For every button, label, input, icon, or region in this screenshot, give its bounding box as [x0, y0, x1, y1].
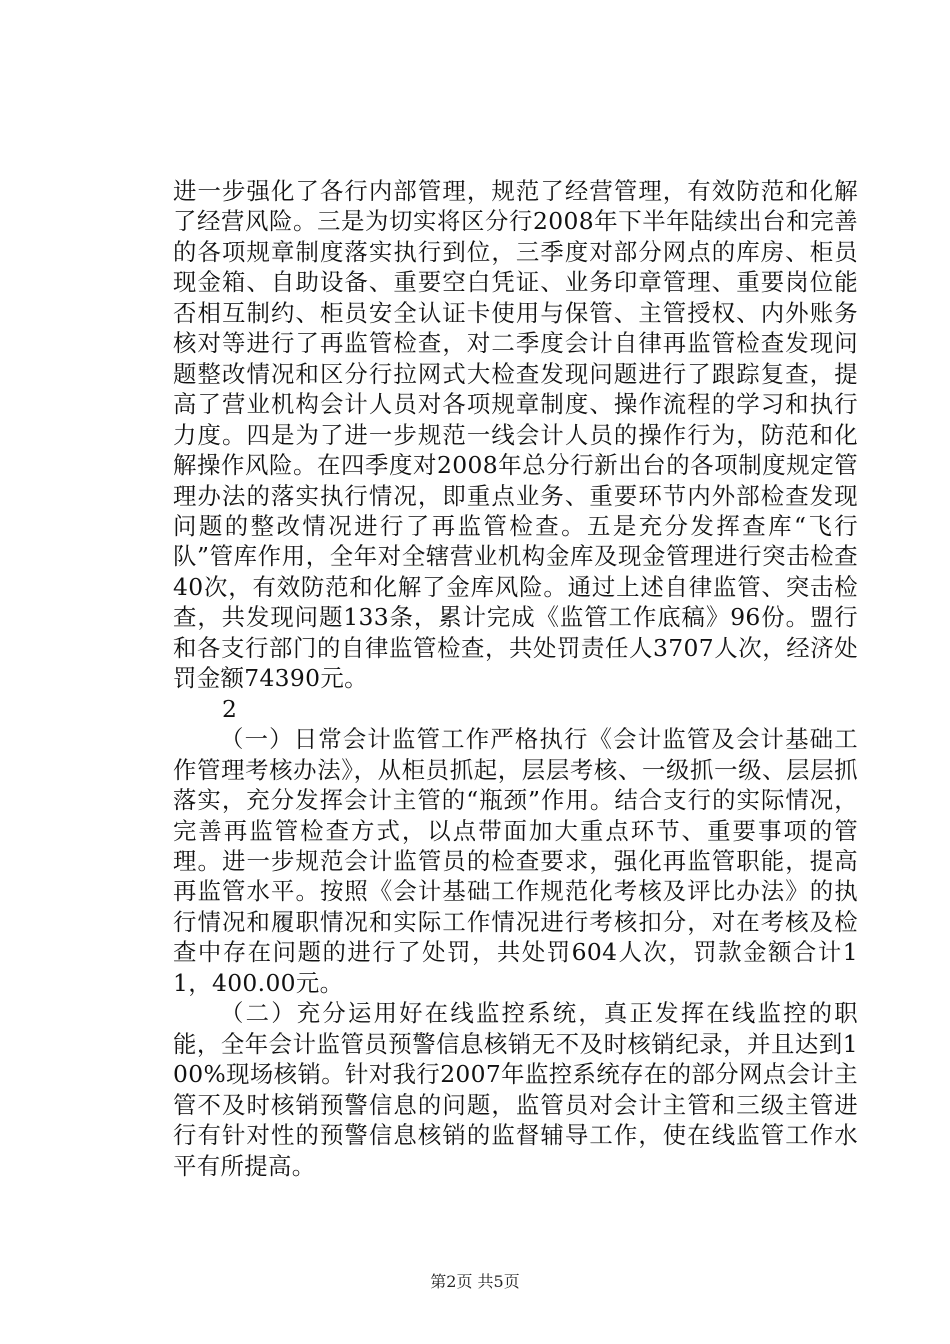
- paragraph-section-one: （一）日常会计监管工作严格执行《会计监管及会计基础工作管理考核办法》，从柜员抓起，层层考核、一级抓一级、层层抓落实，充分发挥会计主管的“瓶颈”作用。结合支行的实际情况，完善再监管检查方式，以点带面加大重点环节、重要事项的管理。进一步规范会计监管员的检查要求，强化再监管职能，提高再监管水平。按照《会计基础工作规范化考核及评比办法》的执行情况和履职情况和实际工作情况进行考核扣分，对在考核及检查中存在问题的进行了处罚，共处罚604人次，罚款金额合计11，400.00元。: [173, 725, 858, 997]
- paragraph-section-two: （二）充分运用好在线监控系统，真正发挥在线监控的职能，全年会计监管员预警信息核销无不及时核销纪录，并且达到100%现场核销。针对我行2007年监控系统存在的部分网点会计主管不及时核销预警信息的问题，监管员对会计主管和三级主管进行有针对性的预警信息核销的监督辅导工作，使在线监管工作水平有所提高。: [173, 999, 858, 1180]
- page-footer: 第2页 共5页: [430, 1272, 520, 1291]
- paragraph-intro: 进一步强化了各行内部管理，规范了经营管理，有效防范和化解了经营风险。三是为切实将区分行2008年下半年陆续出台和完善的各项规章制度落实执行到位，三季度对部分网点的库房、柜员现金箱、自助设备、重要空白凭证、业务印章管理、重要岗位能否相互制约、柜员安全认证卡使用与保管、主管授权、内外账务核对等进行了再监管检查，对二季度会计自律再监管检查发现问题整改情况和区分行拉网式大检查发现问题进行了跟踪复查，提高了营业机构会计人员对各项规章制度、操作流程的学习和执行力度。四是为了进一步规范一线会计人员的操作行为，防范和化解操作风险。在四季度对2008年总分行新出台的各项制度规定管理办法的落实执行情况，即重点业务、重要环节内外部检查发现问题的整改情况进行了再监管检查。五是充分发挥查库“飞行队”管库作用，全年对全辖营业机构金库及现金管理进行突击检查40次，有效防范和化解了金库风险。通过上述自律监管、突击检查，共发现问题133条，累计完成《监管工作底稿》96份。盟行和各支行部门的自律监管检查，共处罚责任人3707人次，经济处罚金额74390元。: [173, 177, 858, 693]
- section-number: 2: [222, 694, 238, 723]
- document-body: [173, 176, 858, 1181]
